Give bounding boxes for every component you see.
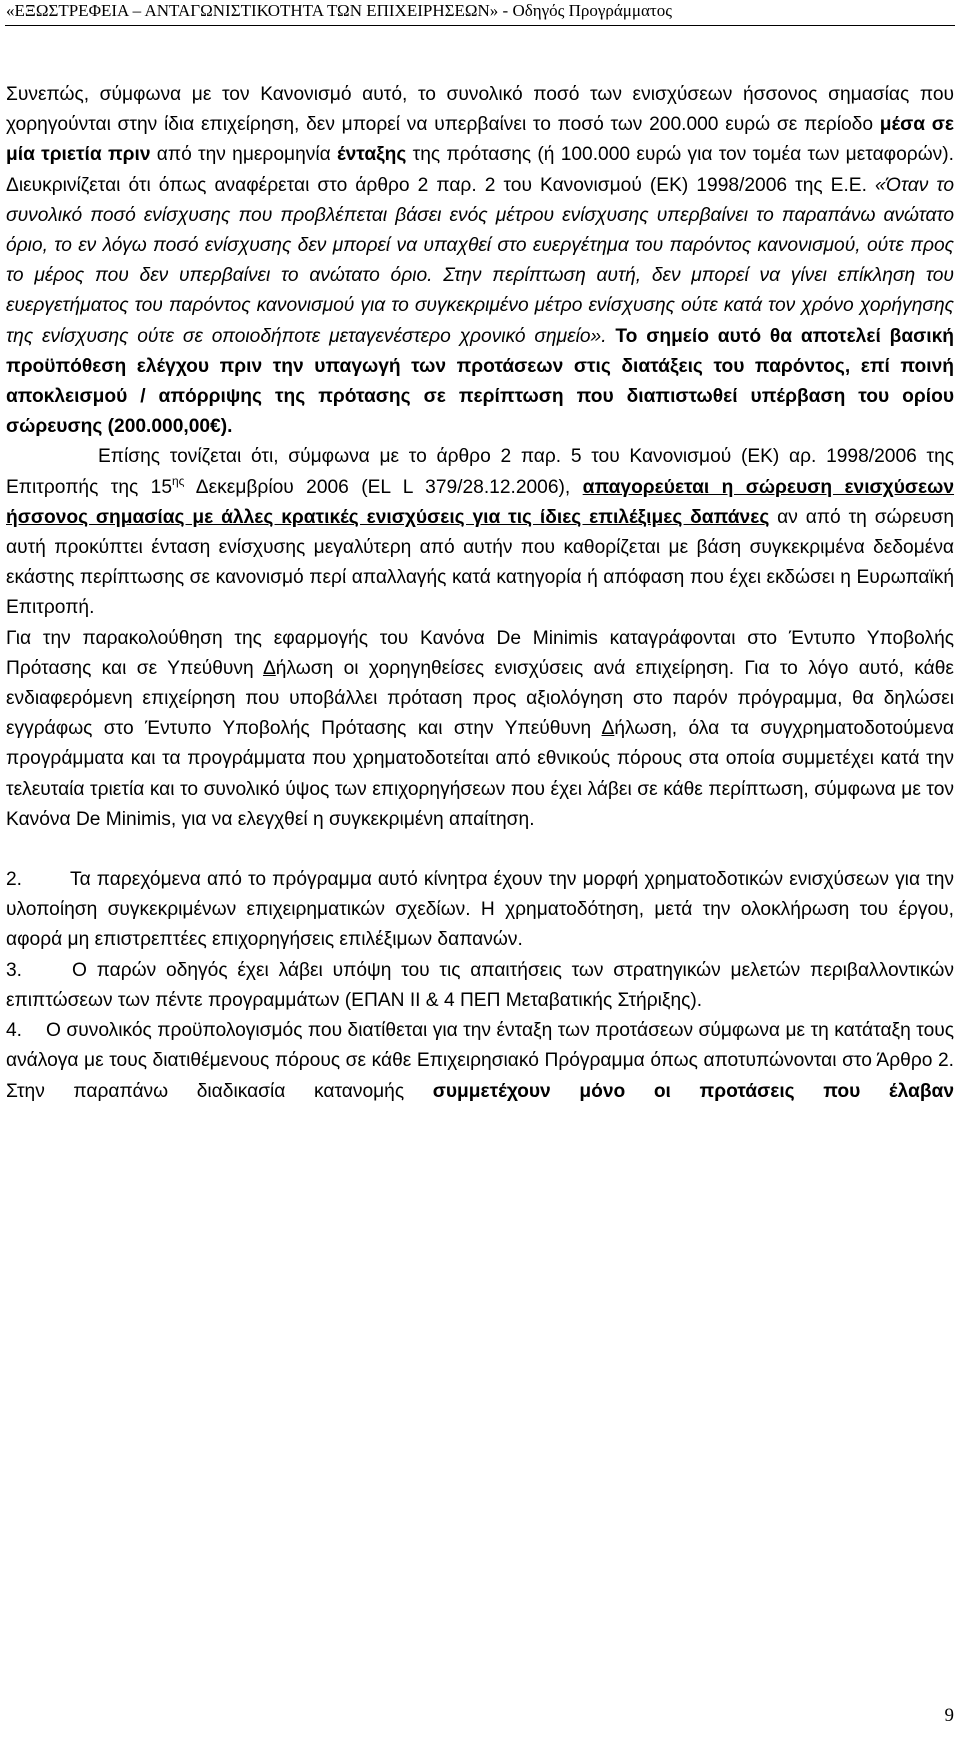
list-item-3 — [6, 956, 954, 1016]
text-run: της πρότασης (ή 100.000 ευρώ για τον τομέα των μεταφορών). Διευκρινίζεται ότι όπως αναφέρεται στο άρθρο 2 παρ. 2 του Κανονισμού (ΕΚ) 1998/2006 της Ε.Ε. — [6, 144, 954, 196]
list-item-text: Ο παρών οδηγός έχει λάβει υπόψη του τις απαιτήσεις των στρατηγικών μελετών περιβαλλοντικών επιπτώσεων των πέντε προγραμμάτων (ΕΠΑΝ ΙΙ & 4 ΠΕΠ Μεταβατικής Στήριξης). — [6, 959, 954, 1011]
paragraph-monitoring — [6, 624, 954, 835]
page-number: 9 — [944, 1705, 954, 1726]
text-run: Συνεπώς, σύμφωνα με τον Κανονισμό αυτό, το συνολικό ποσό των ενισχύσεων ήσσονος σημασίας που χορηγούνται στην ίδια επιχείρηση, δεν μπορεί να υπερβαίνει το ποσό των 200.000 ευρώ σε περίοδο — [6, 84, 954, 136]
superscript: ης — [172, 473, 185, 488]
header-rule — [5, 25, 955, 26]
underline-run: Δ — [601, 718, 615, 740]
list-item-4 — [6, 1016, 954, 1107]
spacer — [6, 835, 954, 865]
bold-run: ένταξης — [336, 144, 407, 166]
list-item-text: Ο συνολικός προϋπολογισμός που διατίθεται για την ένταξη των προτάσεων σύμφωνα με τη κατάταξη τους ανάλογα με τους διατιθέμενους πόρους σε κάθε Επιχειρησιακό Πρόγραμμα όπως αποτυπώνονται στο Άρθρο 2. Στην παραπάνω διαδικασία κατανομής — [6, 1020, 954, 1102]
list-number: 4. — [6, 1020, 23, 1042]
list-number: 2. — [6, 869, 23, 891]
underline-run: Δ — [262, 657, 276, 679]
bold-run: Το σημείο αυτό θα αποτελεί βασική προϋπόθεση ελέγχου πριν την υπαγωγή των προτάσεων στις διατάξεις του παρόντος, επί ποινή αποκλεισμού / απόρριψης της πρότασης σε περίπτωση που διαπιστωθεί υπέρβαση του ορίου σώρευσης (200.000,00€). — [6, 325, 954, 438]
paragraph-cumulation-rule — [6, 442, 954, 623]
bold-run: μέσα σε μία τριετία πριν — [6, 114, 954, 166]
list-item-text: Τα παρεχόμενα από το πρόγραμμα αυτό κίνητρα έχουν την μορφή χρηματοδοτικών ενισχύσεων για την υλοποίηση συγκεκριμένων επιχειρηματικών σχεδίων. Η χρηματοδότηση, μετά την ολοκλήρωση του έργου, αφορά μη επιστρεπτέες επιχορηγήσεις επιλέξιμων δαπανών. — [6, 869, 954, 951]
bold-underline-run: απαγορεύεται η σώρευση ενισχύσεων ήσσονος σημασίας με άλλες κρατικές ενισχύσεις για τις ίδιες επιλέξιμες δαπάνες — [6, 476, 955, 528]
italic-quote: «Όταν το συνολικό ποσό ενίσχυσης που προβλέπεται βάσει ενός μέτρου ενίσχυσης υπερβαίνει το παραπάνω ανώτατο όριο, το εν λόγω ποσό ενίσχυσης δεν μπορεί να υπαχθεί στο ευεργέτημα του παρόντος κανονισμού, ούτε προς το μέρος που δεν υπερβαίνει το ανώτατο όριο. Στην περίπτωση αυτή, δεν μπορεί να γίνει επίκληση του ευεργετήματος του παρόντος κανονισμού για το συγκεκριμένο μέτρο ενίσχυσης ούτε κατά τον χρόνο χορήγησης της ενίσχυσης ούτε σε οποιοδήποτε μεταγενέστερο χρονικό σημείο». — [6, 174, 954, 347]
text-run: ήλωση οι χορηγηθείσες ενισχύσεις ανά επιχείρηση. Για το λόγο αυτό, κάθε ενδιαφερόμενη επιχείρηση που υποβάλλει πρόταση προς αξιολόγηση στο παρόν πρόγραμμα, θα δηλώσει εγγράφως στο Έντυπο Υποβολής Πρότασης και στην Υπεύθυνη — [6, 657, 954, 740]
text-run: από την ημερομηνία — [150, 144, 337, 166]
list-item-2 — [6, 865, 954, 956]
text-run: Για την παρακολούθηση της εφαρμογής του Κανόνα De Minimis καταγράφονται στο Έντυπο Υποβολής Πρότασης και σε Υπεύθυνη — [6, 627, 954, 679]
document-body — [6, 80, 954, 1107]
text-run: Επίσης τονίζεται ότι, σύμφωνα με το άρθρο 2 παρ. 5 του Κανονισμού (ΕΚ) αρ. 1998/2006 της Επιτροπής της 15 — [6, 446, 954, 498]
header-text: «ΕΞΩΣΤΡΕΦΕΙΑ – ΑΝΤΑΓΩΝΙΣΤΙΚΟΤΗΤΑ ΤΩΝ ΕΠΙΧΕΙΡΗΣΕΩΝ» - Οδηγός Προγράμματος — [6, 1, 672, 20]
list-number: 3. — [6, 959, 23, 981]
bold-run: συμμετέχουν μόνο οι προτάσεις που έλαβαν — [432, 1080, 954, 1102]
text-run: Δεκεμβρίου 2006 (EL L 379/28.12.2006), — [184, 476, 583, 498]
text-run: αν από τη σώρευση αυτή προκύπτει ένταση ενίσχυσης μεγαλύτερη από αυτήν που καθορίζεται με βάση συγκεκριμένα δεδομένα εκάστης περίπτωσης σε κανονισμό περί απαλλαγής κατά κατηγορία ή απόφαση που έχει εκδώσει η Ευρωπαϊκή Επιτροπή. — [6, 506, 955, 619]
text-run: ήλωση, όλα τα συγχρηματοδοτούμενα προγράμματα και τα προγράμματα που χρηματοδοτείται από εθνικούς πόρους στα οποία συμμετέχει κατά την τελευταία τριετία και το συνολικό ύψος των επιχορηγήσεων που έχει λάβει σε κάθε περίπτωση, σύμφωνα με τον Κανόνα De Minimis, για να ελεγχθεί η συγκεκριμένη απαίτηση. — [6, 718, 954, 830]
paragraph-de-minimis-limit — [6, 80, 954, 442]
page-header — [0, 0, 960, 28]
